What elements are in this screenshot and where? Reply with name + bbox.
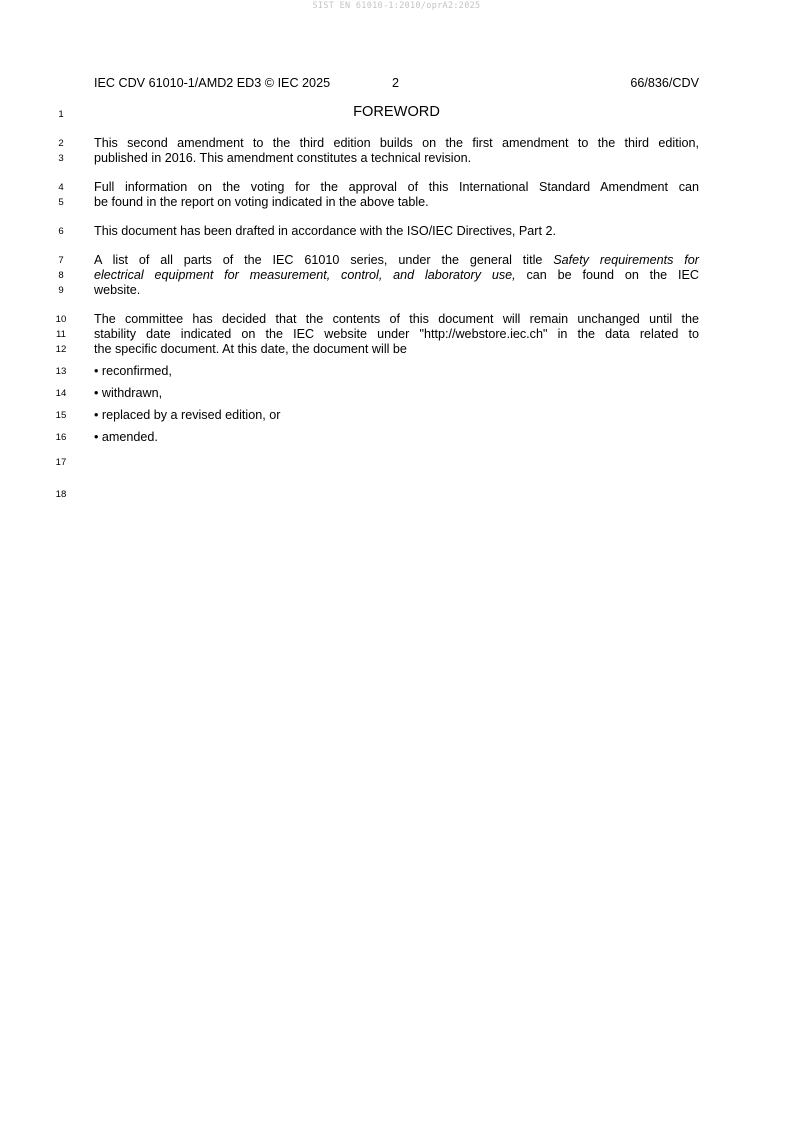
list-item: • reconfirmed,	[94, 364, 172, 378]
paragraph-line: This second amendment to the third edition builds on the first amendment to the third edition,	[94, 136, 699, 150]
line-number: 17	[55, 457, 67, 468]
paragraph-line: The committee has decided that the contents of this document will remain unchanged until the	[94, 312, 699, 326]
line-number: 13	[55, 366, 67, 377]
line-number: 12	[55, 344, 67, 355]
standard-title-italic: electrical equipment for measurement, control, and laboratory use,	[94, 268, 516, 282]
paragraph-text: A list of all parts of the IEC 61010 series, under the general title	[94, 253, 554, 267]
section-title: FOREWORD	[353, 104, 440, 120]
line-number: 4	[58, 182, 64, 193]
page-number: 2	[392, 76, 400, 90]
line-number: 5	[58, 197, 64, 208]
page-header	[94, 76, 699, 92]
list-item: • withdrawn,	[94, 386, 163, 400]
line-number: 18	[55, 489, 67, 500]
line-number: 3	[58, 153, 64, 164]
paragraph-line	[94, 268, 699, 283]
document-reference: 66/836/CDV	[630, 76, 699, 90]
line-number: 14	[55, 388, 67, 399]
paragraph-text: can be found on the IEC	[515, 268, 699, 282]
list-item: • amended.	[94, 430, 158, 444]
paragraph-line	[94, 253, 699, 268]
line-number: 10	[55, 314, 67, 325]
paragraph-line: published in 2016. This amendment constitutes a technical revision.	[94, 151, 472, 165]
paragraph-line: Full information on the voting for the approval of this International Standard Amendment can	[94, 180, 699, 194]
paragraph-line: website.	[94, 283, 141, 297]
watermark: SIST EN 61010-1:2010/oprA2:2025	[312, 1, 481, 11]
paragraph-line: This document has been drafted in accordance with the ISO/IEC Directives, Part 2.	[94, 224, 556, 238]
line-number: 11	[56, 329, 66, 340]
list-item: • replaced by a revised edition, or	[94, 408, 281, 422]
line-number: 8	[58, 270, 64, 281]
standard-title-italic: Safety requirements for	[553, 253, 699, 267]
document-id: IEC CDV 61010-1/AMD2 ED3 © IEC 2025	[94, 76, 331, 90]
line-number: 1	[58, 109, 64, 120]
line-number: 6	[58, 226, 64, 237]
line-number: 16	[55, 432, 67, 443]
line-number: 7	[58, 255, 64, 266]
line-number: 2	[58, 138, 64, 149]
line-number: 15	[55, 410, 67, 421]
paragraph-line: be found in the report on voting indicated in the above table.	[94, 195, 429, 209]
paragraph-line: the specific document. At this date, the document will be	[94, 342, 407, 356]
paragraph-line: stability date indicated on the IEC website under "http://webstore.iec.ch" in the data related to	[94, 327, 699, 341]
line-number: 9	[58, 285, 64, 296]
